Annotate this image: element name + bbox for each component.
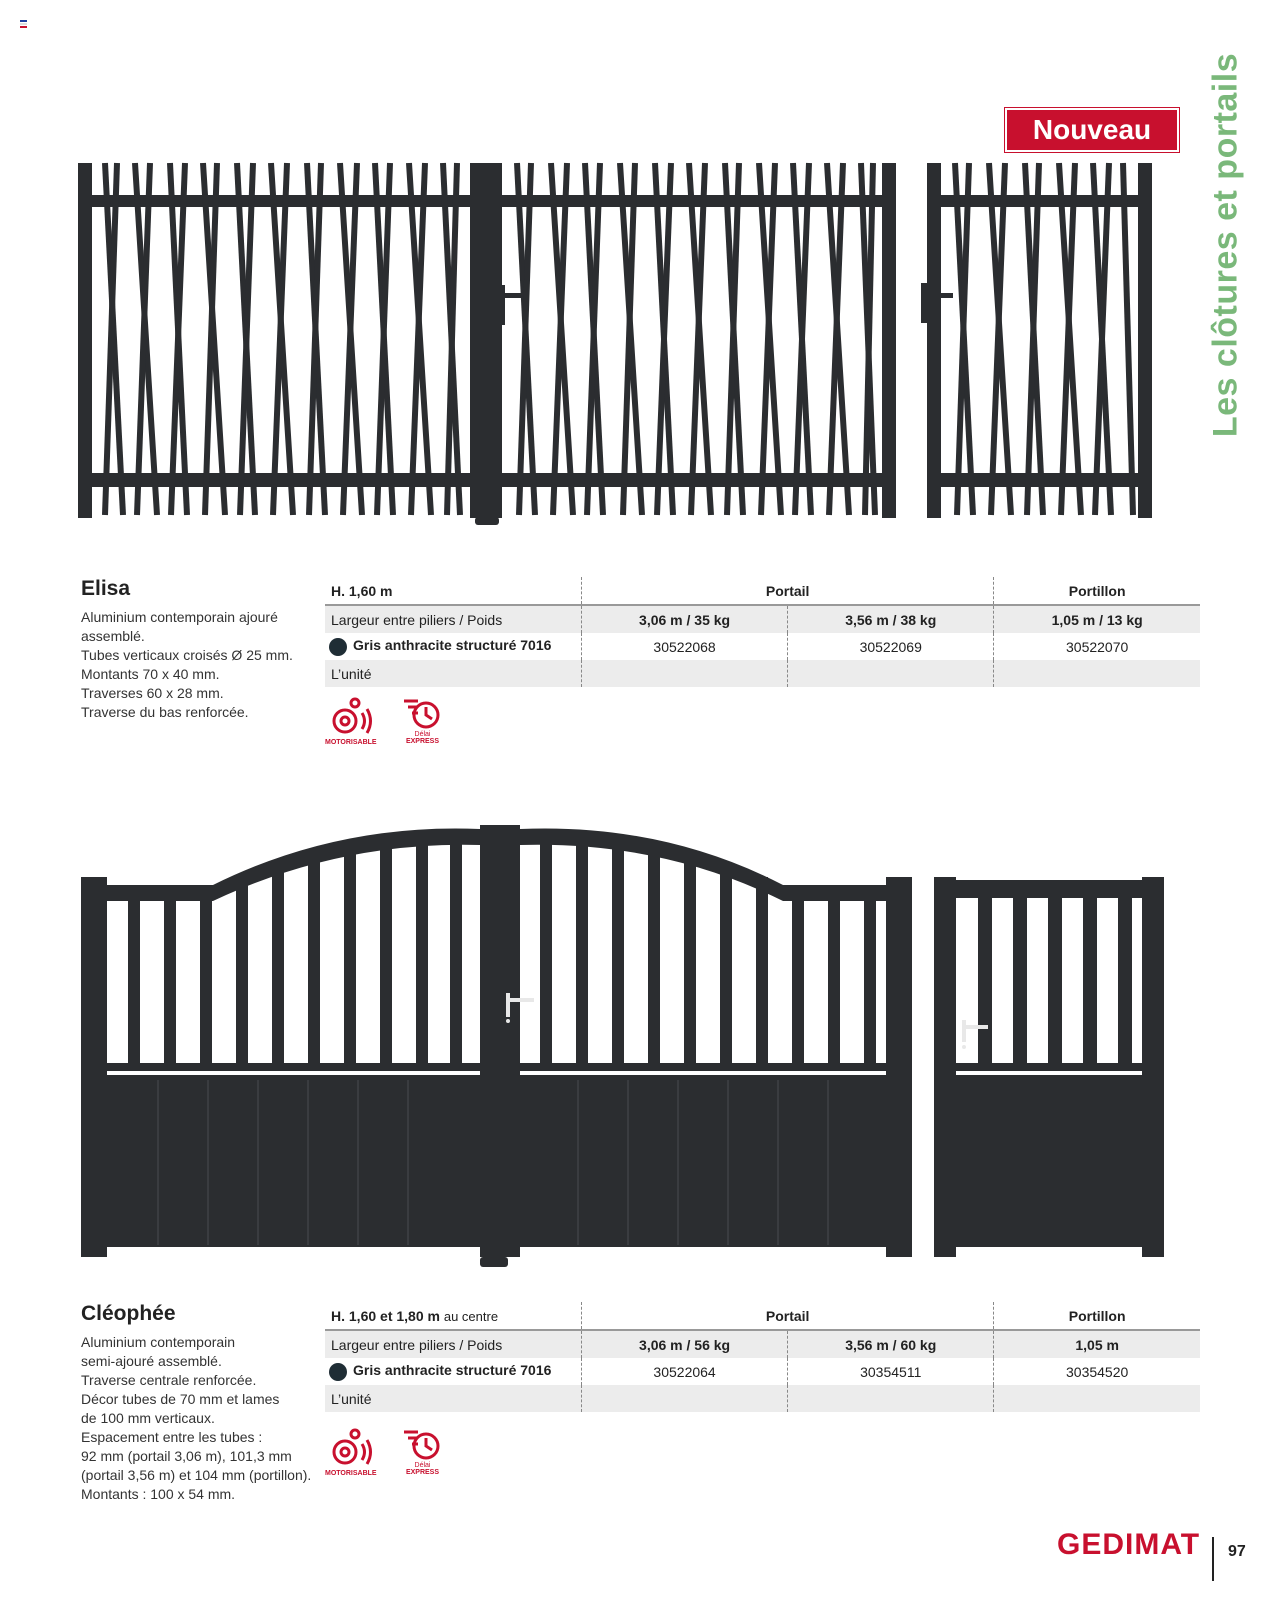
unit-cell	[582, 1385, 788, 1412]
express-delivery-icon	[400, 1428, 445, 1476]
express-delivery-icon	[400, 697, 445, 745]
unit-cell	[788, 660, 994, 687]
side-title-text: Les clôtures et portails	[1206, 52, 1245, 438]
desc-line: assemblé.	[81, 628, 145, 644]
size-row-label: Largeur entre piliers / Poids	[325, 605, 582, 633]
unit-row-label: L’unité	[325, 1385, 582, 1412]
reference-cell: 30354520	[994, 1358, 1200, 1385]
delai-label: Délai	[414, 1462, 431, 1469]
unit-cell	[582, 660, 788, 687]
desc-line: Montants 70 x 40 mm.	[81, 666, 220, 682]
table-row	[325, 633, 1200, 660]
size-row-label: Largeur entre piliers / Poids	[325, 1330, 582, 1358]
color-row-label	[325, 633, 582, 660]
new-badge: Nouveau	[1005, 108, 1179, 152]
unit-cell	[994, 660, 1200, 687]
spec-table-cleophee	[325, 1302, 1200, 1412]
color-swatch-icon	[329, 1363, 347, 1381]
desc-line: Décor tubes de 70 mm et lames	[81, 1391, 280, 1407]
motorisable-label: MOTORISABLE	[325, 1470, 377, 1477]
motorisable-label: MOTORISABLE	[325, 739, 377, 746]
unit-row-label: L’unité	[325, 660, 582, 687]
express-label: EXPRESS	[405, 738, 440, 745]
table-row	[325, 1385, 1200, 1412]
reference-cell: 30522068	[582, 633, 788, 660]
height-label	[325, 1302, 582, 1330]
portail-header: Portail	[582, 1302, 994, 1330]
height-label: H. 1,60 m	[325, 577, 582, 605]
height-value: H. 1,60 et 1,80 m	[331, 1307, 440, 1324]
table-row	[325, 660, 1200, 687]
size-cell: 1,05 m	[994, 1330, 1200, 1358]
desc-line: Traverse du bas renforcée.	[81, 704, 249, 720]
desc-line: Espacement entre les tubes :	[81, 1429, 263, 1445]
spec-table-elisa	[325, 577, 1200, 687]
desc-line: Aluminium contemporain	[81, 1334, 236, 1350]
express-label: EXPRESS	[405, 1469, 440, 1476]
unit-cell	[994, 1385, 1200, 1412]
desc-line: Montants : 100 x 54 mm.	[81, 1486, 236, 1502]
desc-line: (portail 3,56 m) et 104 mm (portillon).	[81, 1467, 312, 1483]
reference-cell: 30522069	[788, 633, 994, 660]
table-row	[325, 1358, 1200, 1385]
color-label-text: Gris anthracite structuré 7016	[353, 1362, 552, 1379]
section-side-title	[1198, 40, 1254, 450]
reference-cell: 30354511	[788, 1358, 994, 1385]
size-cell: 3,56 m / 60 kg	[788, 1330, 994, 1358]
color-label-text: Gris anthracite structuré 7016	[353, 637, 552, 654]
desc-line: 92 mm (portail 3,06 m), 101,3 mm	[81, 1448, 292, 1464]
delai-label: Délai	[414, 731, 431, 738]
portillon-header: Portillon	[994, 577, 1200, 605]
desc-line: Tubes verticaux croisés Ø 25 mm.	[81, 647, 293, 663]
size-cell: 3,56 m / 38 kg	[788, 605, 994, 633]
portail-header: Portail	[582, 577, 994, 605]
size-cell: 1,05 m / 13 kg	[994, 605, 1200, 633]
size-cell: 3,06 m / 56 kg	[582, 1330, 788, 1358]
table-row	[325, 605, 1200, 633]
height-note: au centre	[443, 1308, 499, 1324]
desc-line: Aluminium contemporain ajouré	[81, 609, 278, 625]
table-row	[325, 1330, 1200, 1358]
size-cell: 3,06 m / 35 kg	[582, 605, 788, 633]
motorisable-icon	[325, 697, 385, 746]
elisa-gate-image	[75, 155, 1160, 530]
product-description-cleophee	[81, 1333, 316, 1504]
footer-divider	[1212, 1537, 1214, 1581]
desc-line: Traverses 60 x 28 mm.	[81, 685, 224, 701]
desc-line: Traverse centrale renforcée.	[81, 1372, 257, 1388]
product-description-elisa	[81, 608, 316, 722]
desc-line: de 100 mm verticaux.	[81, 1410, 215, 1426]
desc-line: semi-ajouré assemblé.	[81, 1353, 222, 1369]
unit-cell	[788, 1385, 994, 1412]
product-name-cleophee: Cléophée	[81, 1302, 176, 1325]
product-name-elisa: Elisa	[81, 577, 131, 600]
gedimat-logo: GEDIMAT	[1057, 1528, 1201, 1561]
page-number: 97	[1228, 1543, 1246, 1560]
reference-cell: 30522064	[582, 1358, 788, 1385]
table-header-row	[325, 577, 1200, 605]
color-swatch-icon	[329, 638, 347, 656]
color-row-label	[325, 1358, 582, 1385]
reference-cell: 30522070	[994, 633, 1200, 660]
flag-mark	[20, 20, 27, 28]
table-header-row	[325, 1302, 1200, 1330]
cleophee-gate-image	[78, 825, 1190, 1270]
motorisable-icon	[325, 1428, 385, 1477]
portillon-header: Portillon	[994, 1302, 1200, 1330]
